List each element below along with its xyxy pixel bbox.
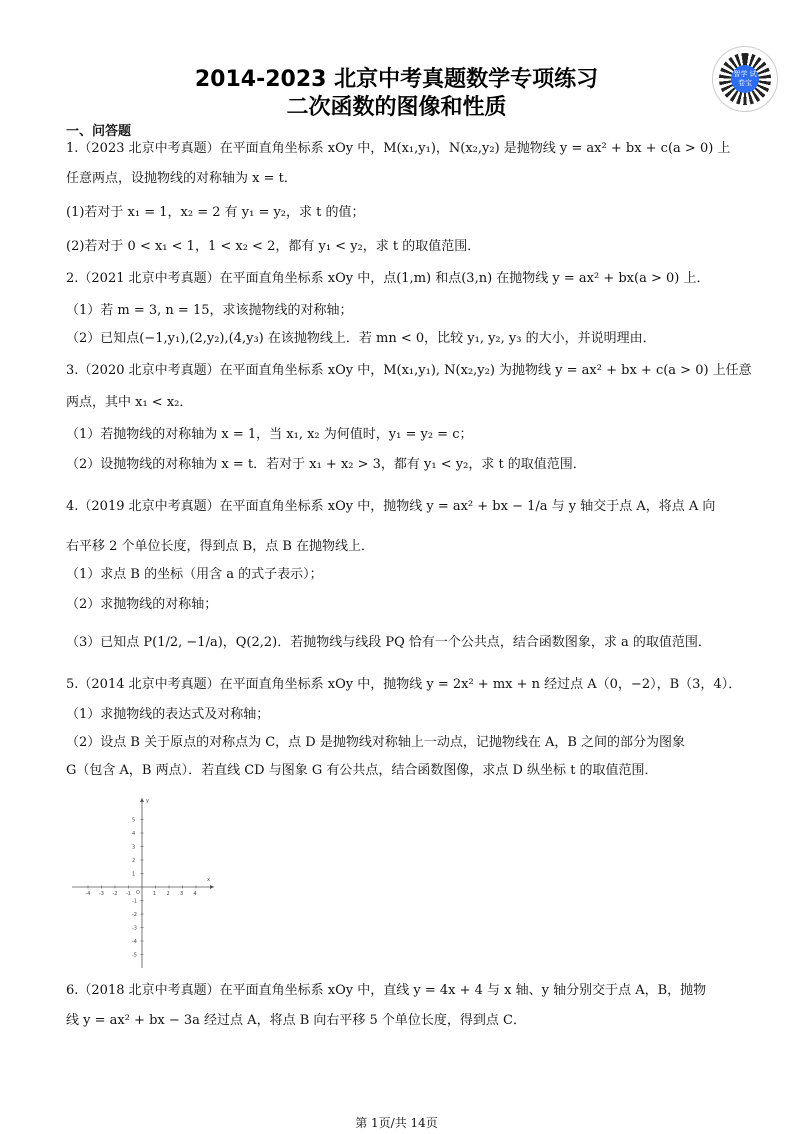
page-footer: 第 1页/共 14页	[355, 1116, 438, 1130]
problem-line: （2）已知点(−1,y₁),(2,y₂),(4,y₃) 在该抛物线上．若 mn < 0，比较 y₁, y₂, y₃ 的大小，并说明理由．	[66, 331, 656, 346]
problem-line: 右平移 2 个单位长度，得到点 B，点 B 在抛物线上．	[66, 539, 375, 554]
coordinate-grid	[66, 792, 226, 976]
problem-line: （1）求抛物线的表达式及对称轴；	[66, 707, 270, 722]
problem-line: （1）求点 B 的坐标（用含 a 的式子表示）；	[66, 567, 323, 582]
coordinate-axes	[66, 792, 226, 972]
x-tick-label: 3	[180, 891, 184, 897]
page-subtitle: 二次函数的图像和性质	[286, 95, 507, 120]
section-heading: 一、问答题	[66, 124, 132, 139]
problem-line: （2）求抛物线的对称轴；	[66, 597, 218, 612]
y-tick-label: -1	[132, 898, 137, 905]
y-tick-label: 1	[132, 871, 136, 878]
x-tick-label: 4	[193, 891, 197, 897]
x-tick-label: 2	[166, 891, 170, 897]
problem-line: 两点，其中 x₁ < x₂．	[66, 395, 193, 410]
page-title: 2014-2023 北京中考真题数学专项练习	[194, 67, 599, 92]
y-tick-label: -5	[132, 952, 137, 959]
x-tick-label: -3	[99, 891, 104, 897]
problem-line: 1.（2023 北京中考真题）在平面直角坐标系 xOy 中，M(x₁,y₁)，N(x₂,y₂) 是抛物线 y = ax² + bx + c(a > 0) 上	[66, 141, 731, 156]
y-tick-label: 3	[132, 844, 136, 851]
y-tick-label: 5	[132, 817, 136, 824]
problem-line: 6.（2018 北京中考真题）在平面直角坐标系 xOy 中，直线 y = 4x + 4 与 x 轴、y 轴分别交于点 A，B，抛物	[66, 983, 707, 998]
y-tick-label: -2	[132, 912, 137, 918]
y-tick-label: -3	[132, 925, 137, 932]
problem-line: （2）设抛物线的对称轴为 x = t．若对于 x₁ + x₂ > 3，都有 y₁ < y₂，求 t 的取值范围．	[66, 457, 586, 472]
x-tick-label: -4	[85, 891, 91, 897]
problem-line: （1）若 m = 3, n = 15，求该抛物线的对称轴；	[66, 303, 353, 318]
problem-line: 4.（2019 北京中考真题）在平面直角坐标系 xOy 中，抛物线 y = ax² + bx − 1/a 与 y 轴交于点 A，将点 A 向	[66, 499, 716, 514]
y-tick-label: -4	[132, 939, 137, 945]
x-tick-label: 1	[153, 891, 157, 897]
y-tick-label: 4	[132, 831, 136, 837]
problem-line: (1)若对于 x₁ = 1，x₂ = 2 有 y₁ = y₂，求 t 的值；	[66, 205, 365, 220]
problem-line: 3.（2020 北京中考真题）在平面直角坐标系 xOy 中，M(x₁,y₁), N(x₂,y₂) 为抛物线 y = ax² + bx + c(a > 0) 上任意	[66, 363, 752, 378]
problem-line: （1）若抛物线的对称轴为 x = 1，当 x₁, x₂ 为何值时，y₁ = y₂ = c；	[66, 427, 473, 442]
qr-code-badge[interactable]	[712, 46, 778, 112]
problem-line: （2）设点 B 关于原点的对称点为 C，点 D 是抛物线对称轴上一动点，记抛物线在 A，B 之间的部分为图象	[66, 735, 686, 750]
y-axis-label: y	[146, 798, 149, 804]
y-axis-arrow-icon	[140, 798, 144, 802]
problem-line: 线 y = ax² + bx − 3a 经过点 A，将点 B 向右平移 5 个单位长度，得到点 C．	[66, 1013, 527, 1028]
problem-line: 2.（2021 北京中考真题）在平面直角坐标系 xOy 中，点(1,m) 和点(3,n) 在抛物线 y = ax² + bx(a > 0) 上．	[66, 271, 710, 286]
x-axis-label: x	[207, 877, 210, 883]
problem-line: 5.（2014 北京中考真题）在平面直角坐标系 xOy 中，抛物线 y = 2x² + mx + n 经过点 A（0，−2），B（3，4）．	[66, 677, 742, 692]
problem-line: G（包含 A，B 两点）．若直线 CD 与图象 G 有公共点，结合函数图像，求点 D 纵坐标 t 的取值范围．	[66, 763, 658, 778]
x-tick-label: -2	[112, 891, 118, 897]
x-tick-label: -1	[126, 891, 131, 897]
problem-line: 任意两点，设抛物线的对称轴为 x = t．	[66, 171, 297, 186]
x-axis-arrow-icon	[210, 885, 214, 889]
y-tick-label: 2	[132, 858, 136, 864]
origin-label: O	[136, 890, 140, 896]
problem-line: (2)若对于 0 < x₁ < 1，1 < x₂ < 2，都有 y₁ < y₂，求 t 的取值范围．	[66, 239, 481, 254]
badge-label: 智学 试卷宝	[731, 65, 759, 93]
problem-line: （3）已知点 P(1/2, −1/a)，Q(2,2)．若抛物线与线段 PQ 恰有一个公共点，结合函数图象，求 a 的取值范围．	[66, 635, 711, 650]
